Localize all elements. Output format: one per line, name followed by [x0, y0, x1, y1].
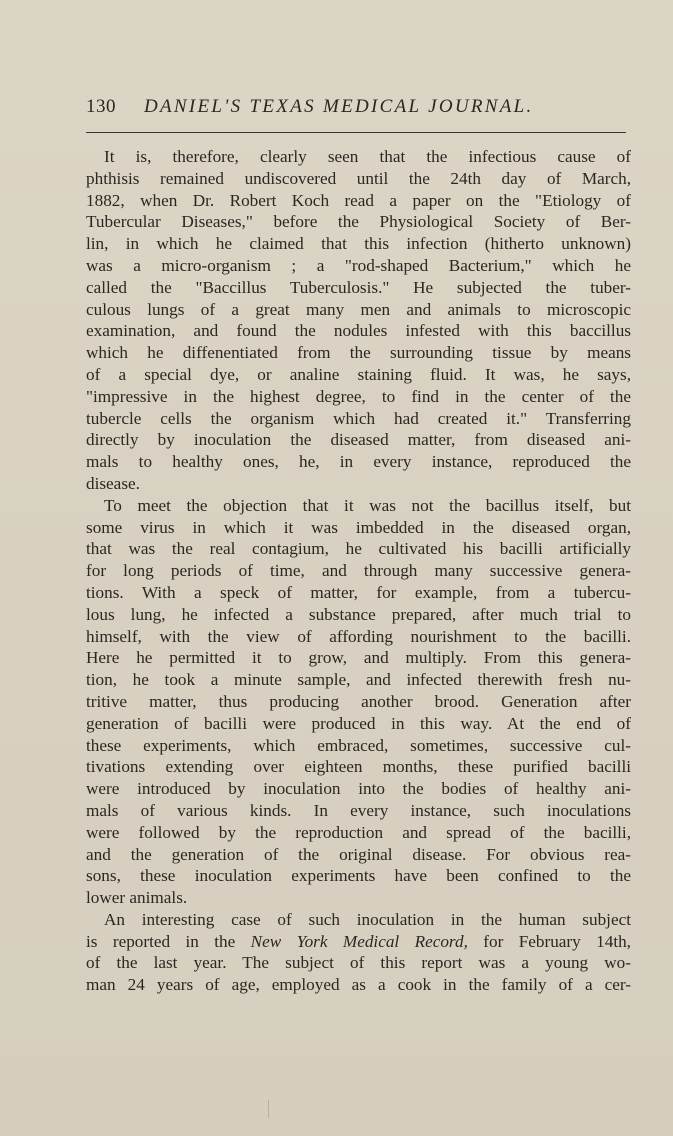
text-line: tion, he took a minute sample, and infected therewith fresh nu-	[86, 670, 631, 690]
text-line: "impressive in the highest degree, to find in the center of the	[86, 386, 631, 406]
running-header	[86, 96, 631, 122]
text-line: man 24 years of age, employed as a cook in the family of a cer-	[86, 975, 631, 995]
text-line: mals of various kinds. In every instance, such inoculations	[86, 800, 631, 820]
paragraph-1	[86, 146, 631, 495]
text-line: of a special dye, or analine staining fluid. It was, he says,	[86, 364, 631, 384]
text-line: tivations extending over eighteen months, these purified bacilli	[86, 757, 631, 777]
text-line: directly by inoculation the diseased matter, from diseased ani-	[86, 430, 631, 450]
text-line: these experiments, which embraced, sometimes, successive cul-	[86, 735, 631, 755]
text-line: tritive matter, thus producing another brood. Generation after	[86, 691, 631, 711]
text-line: It is, therefore, clearly seen that the infectious cause of	[104, 147, 631, 166]
text-line: generation of bacilli were produced in this way. At the end of	[86, 713, 631, 733]
text-segment: is reported in the	[86, 931, 236, 951]
text-line: were followed by the reproduction and spread of the bacilli,	[86, 822, 631, 842]
text-line: sons, these inoculation experiments have been confined to the	[86, 866, 631, 886]
text-line: called the "Baccillus Tuberculosis." He subjected the tuber-	[86, 277, 631, 297]
text-line: mals to healthy ones, he, in every instance, reproduced the	[86, 452, 631, 472]
text-line: phthisis remained undiscovered until the 24th day of March,	[86, 168, 631, 188]
paragraph-3	[86, 909, 631, 996]
journal-reference: New York Medical Record,	[250, 931, 468, 951]
text-line: To meet the objection that it was not the bacillus itself, but	[104, 495, 631, 515]
text-line: some virus in which it was imbedded in the diseased organ,	[86, 517, 631, 537]
text-line: himself, with the view of affording nourishment to the bacilli.	[86, 626, 631, 646]
text-line	[86, 931, 631, 953]
text-segment: for February 14th,	[483, 931, 631, 951]
text-line: lower animals.	[86, 888, 188, 908]
text-line: were introduced by inoculation into the bodies of healthy ani-	[86, 779, 631, 799]
text-line: 1882, when Dr. Robert Koch read a paper on the "Etiology of	[86, 190, 631, 210]
journal-title: DANIEL'S TEXAS MEDICAL JOURNAL.	[144, 96, 534, 117]
paper-mark	[268, 1100, 269, 1118]
text-line: disease.	[86, 473, 140, 493]
text-line: lous lung, he infected a substance prepared, after much trial to	[86, 604, 631, 624]
text-line: Here he permitted it to grow, and multiply. From this genera-	[86, 648, 631, 668]
text-line: of the last year. The subject of this report was a young wo-	[86, 953, 631, 973]
header-rule	[86, 132, 626, 133]
text-line: lin, in which he claimed that this infection (hitherto unknown)	[86, 234, 631, 254]
text-line: culous lungs of a great many men and animals to microscopic	[86, 299, 631, 319]
text-line: which he diffenentiated from the surrounding tissue by means	[86, 343, 631, 363]
text-line: tions. With a speck of matter, for example, from a tubercu-	[86, 582, 631, 602]
text-line: Tubercular Diseases," before the Physiological Society of Ber-	[86, 212, 631, 232]
text-line: for long periods of time, and through many successive genera-	[86, 561, 631, 581]
text-line: examination, and found the nodules infested with this baccillus	[86, 321, 631, 341]
paragraph-2	[86, 495, 631, 909]
text-line: tubercle cells the organism which had created it." Transferring	[86, 408, 631, 428]
text-line: that was the real contagium, he cultivated his bacilli artificially	[86, 539, 631, 559]
page-number: 130	[86, 96, 116, 117]
article-body	[86, 146, 631, 996]
text-line: An interesting case of such inoculation in the human subject	[104, 909, 631, 929]
text-line: was a micro-organism ; a "rod-shaped Bacterium," which he	[86, 255, 631, 275]
text-line: and the generation of the original disease. For obvious rea-	[86, 844, 631, 864]
